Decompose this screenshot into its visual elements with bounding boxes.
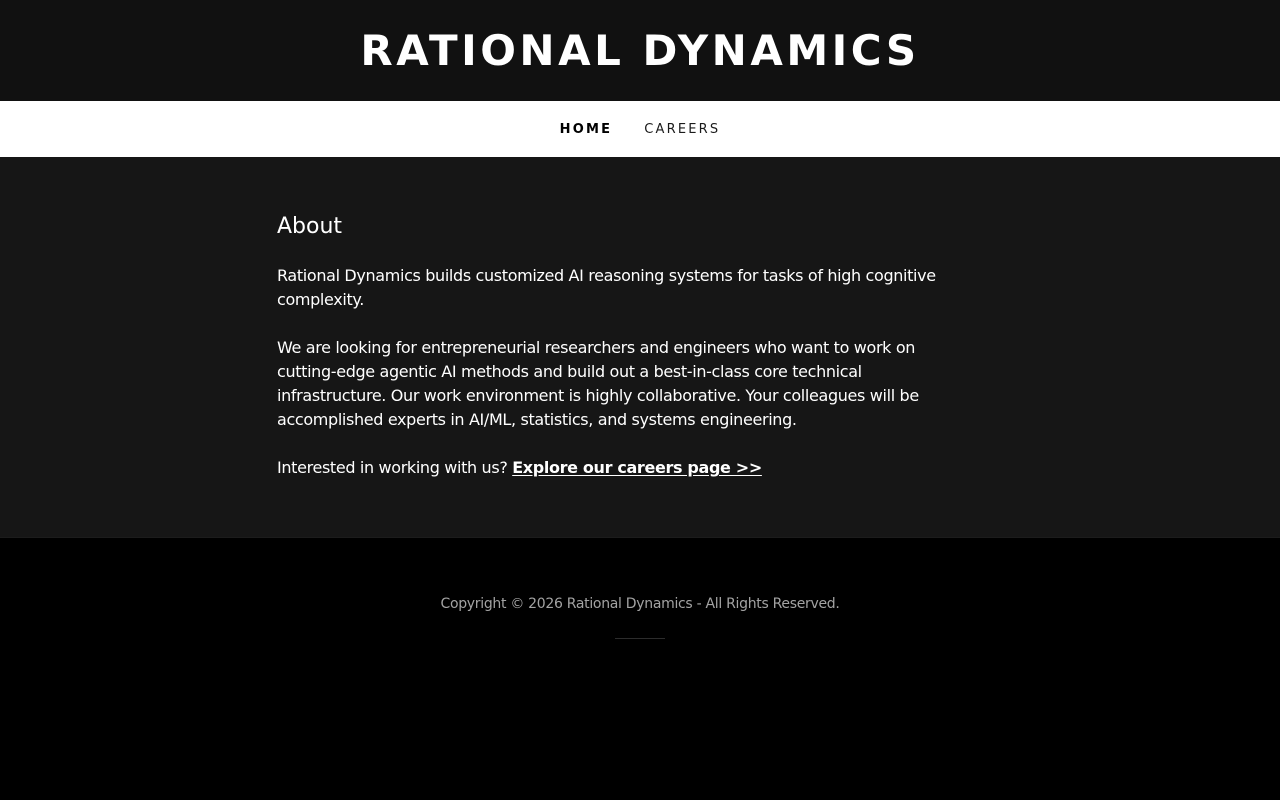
nav-item-careers[interactable]: CAREERS	[644, 121, 721, 137]
nav-item-home[interactable]: HOME	[559, 121, 613, 137]
about-section	[0, 157, 1280, 537]
copyright-text: Copyright © 2026 Rational Dynamics - All Rights Reserved.	[440, 596, 840, 612]
careers-cta-text: Interested in working with us?	[277, 458, 513, 477]
about-content	[277, 213, 947, 480]
site-footer	[0, 537, 1280, 800]
site-header	[0, 0, 1280, 101]
main-nav	[0, 101, 1280, 157]
about-paragraph-intro: Rational Dynamics builds customized AI reasoning systems for tasks of high cognitive complexity.	[277, 266, 936, 309]
careers-page-link[interactable]: Explore our careers page >>	[512, 458, 762, 477]
careers-cta	[277, 456, 947, 480]
site-title[interactable]: RATIONAL DYNAMICS	[360, 26, 920, 75]
footer-divider	[615, 638, 665, 639]
about-paragraph-hiring: We are looking for entrepreneurial researchers and engineers who want to work on cutting-edge agentic AI methods and build out a best-in-class core technical infrastructure. Our work environment is highly collaborative. Your colleagues will be accomplished experts in AI/ML, statistics, and systems engineering.	[277, 338, 919, 429]
about-heading: About	[277, 214, 343, 239]
